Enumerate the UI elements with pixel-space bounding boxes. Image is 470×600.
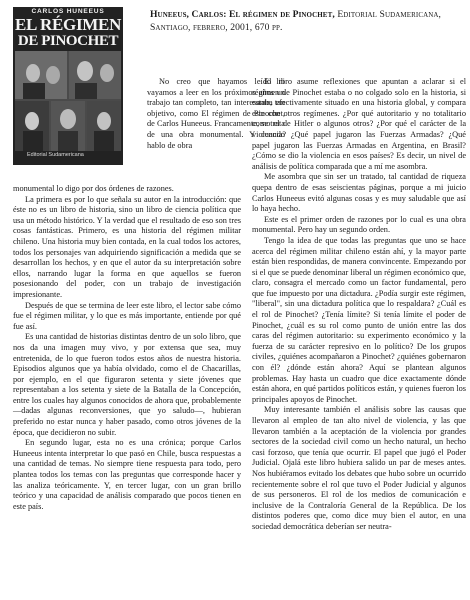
paragraph: Muy interesante también el análisis sobre las causas que llevaron al empleo de tan alto nivel de violencia, y las que llevaron también a la aceptación de la violencia por grandes sectores de la sociedad civil como un hecho natural, un hecho casi forzoso, que tenía que ocurrir. El papel que jugó el Poder Judicial. Ojalá este libro hubiera salido un par de meses antes. Nos hubiéramos evitado los debates que hubo sobre un ocurrido recientemente sobre el rol que tuvo el Poder Judicial y algunos de sus personeros. El rol de los medios de comunicación e inclusive de la Contraloría General de la República. De los distintos poderes que, como dice muy bien el autor, en una sociedad democrática deberían ser neutra- (252, 405, 466, 531)
paragraph: Me asombra que sin ser un tratado, tal cantidad de riqueza quepa dentro de esas seiscientas páginas, porque a mi juicio Carlos Huneeus evitó algunas cosas y es muy saludable que así lo haya hecho. (252, 172, 466, 214)
paragraph: No creo que hayamos leído ni vayamos a leer en los próximos años un trabajo tan completo, tan interesante, tan objetivo, como El régimen de Pinochet, de Carlos Huneeus. Francamente, se trata de una obra monumental. Y cuando hablo de obra (147, 77, 285, 150)
header-title: El régimen de Pinochet, (229, 9, 335, 20)
paragraph: monumental lo digo por dos órdenes de razones. (13, 184, 174, 193)
paragraph: En segundo lugar, esta no es una crónica; porque Carlos Huneeus intenta interpretar lo que pasó en Chile, busca respuestas a una cantidad de temas. No siempre tiene respuesta para todo, pero plantea todos los temas con las preguntas que corresponde hacer y las analiza teóricamente. Y, en tercer lugar, con un gran brillo teórico y una capacidad de análisis comparado que pocos tienen en este país. (13, 438, 241, 511)
paragraph: Este es el primer orden de razones por lo cual es una obra monumental. Pero hay un segundo orden. (252, 214, 466, 235)
header-city-date: Santiago, febrero, 2001, (150, 22, 253, 33)
paragraph: Tengo la idea de que todas las preguntas que uno se hace acerca del régimen militar chileno están ahí, y la mayor parte están bien respondidas, de manera convincente. Empezando por si el que se puede denominar liberal un régimen económico que, claro, consagra el mercado como un factor fundamental, pero que fue impuesto por una dictadura. ¿Podía surgir este régimen, "liberal", sin una dictadura política que lo respaldara? ¿Cuál es el rol de Pinochet? ¿Tenía límite? Si tenía límite el poder de Pinochet, ¿cuál es su rol como punto de unión entre las dos caras del régimen autoritario: su experimento económico y la fuerza de su carácter represivo en lo político? De los grupos civiles, ¿quiénes acompañaron a Pinochet? ¿quiénes gobernaron con él? ¿dónde están ahora? Aquí se plantean algunos problemas. Hay hasta un cuadro que dice exactamente dónde están ahora, en qué partidos políticos están, y quienes fueron los principales apoyos de Pinochet. (252, 235, 466, 404)
cover-photo-collage (15, 51, 121, 151)
left-column-bottom (13, 184, 241, 512)
paragraph: El libro asume reflexiones que apuntan a aclarar si el régimen de Pinochet estaba o no colgado solo en la historia, si estaba efectivamente situado en una historia global, y compara este con otros regímenes. ¿Por qué autoritario y no totalitario como el de Hitler o algunos otros? ¿Por qué el carácter de la violencia? ¿Qué papel jugaron las Fuerzas Armadas? ¿Qué papel jugaron las Fuerzas Armadas en Argentina, en Brasil? ¿Cómo se dio la violencia en esos países? Es decir, un nivel de análisis de política comparada que a mí me asombra. (252, 77, 466, 171)
paragraph: La primera es por lo que señala su autor en la introducción: que éste no es un libro de historia, sino un libro de ciencia política que usa un método histórico. Y la verdad que el resultado de eso son tres cosas fantásticas. Primero, es una historia del régimen militar chileno. Una historia muy bien contada, en la cual todos los actores, todos los personajes van adquiriendo significación a medida que se desarrollan los hechos, y en que el autor da su interpretación sobre ellos, narrando lugar la forma en que aquellos se fueron posesionando del poder, con un trabajo de investigación impresionante. (13, 194, 241, 299)
right-column (252, 77, 466, 533)
review-header (150, 8, 468, 34)
cover-author: CARLOS HUNEEUS (31, 8, 105, 15)
paragraph: Es una cantidad de historias distintas dentro de un solo libro, que nos da una imagen muy vivo, y por extensa que sea, muy entretenida, de lo que fueron todos estos años de nuestra historia. Episodios algunos que ya había olvidado, como el de Chacarillas, por ejemplo, en el que figuraron setenta y siete jóvenes que representaban a los setenta y siete de la Batalla de la Concepción, entre los cuales hay algunos conocidos de ahora que, probablemente —dadas algunas reconversiones, que yo saludo—, hubieran preferido no estar nunca y haber pasado, como otros jóvenes de la época, que decidieron no subir. (13, 332, 241, 437)
book-cover (13, 7, 123, 165)
cover-publisher: Editorial Sudamericana (27, 152, 84, 158)
cover-title-line2: DE PINOCHET (17, 33, 119, 49)
paragraph: Después de que se termina de leer este libro, el lector sabe cómo fue el régimen militar, y lo que es más importante, entiende por qué fue así. (13, 300, 241, 331)
header-author: Huneeus, Carlos: (150, 9, 227, 20)
cover-title-line1: EL RÉGIMEN (14, 15, 122, 34)
header-publisher: Editorial Sudamericana, (337, 9, 442, 20)
header-pages: 670 pp. (254, 22, 283, 33)
